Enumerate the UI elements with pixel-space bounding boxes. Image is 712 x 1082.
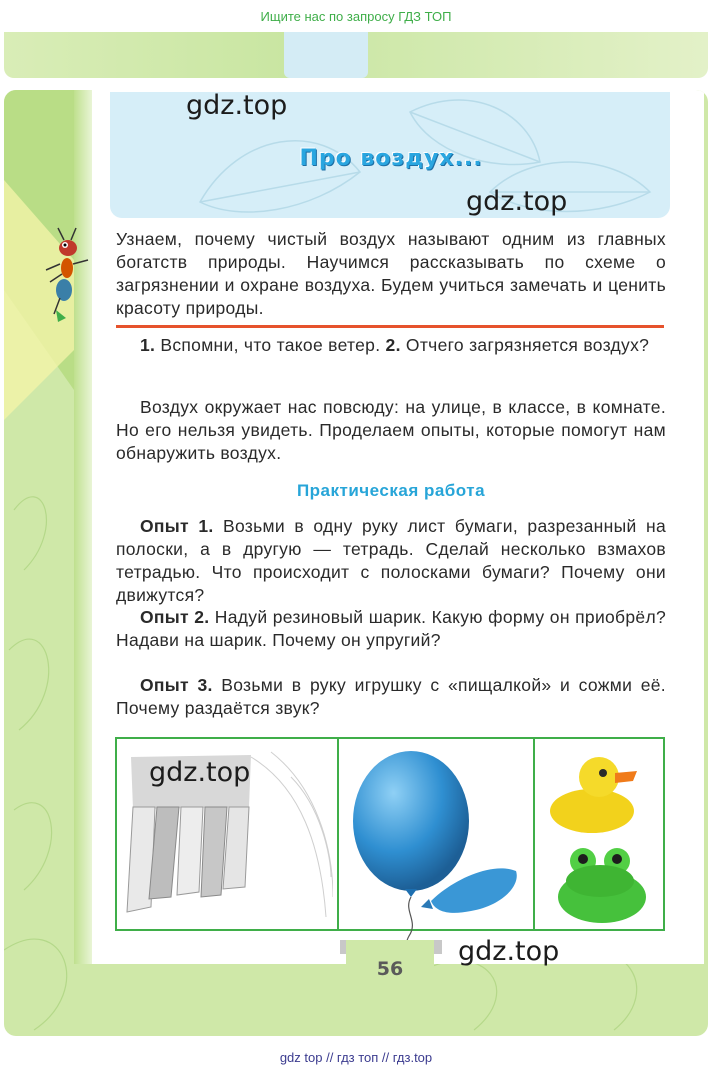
ant-icon — [40, 226, 100, 326]
top-banner[interactable]: Ищите нас по запросу ГДЗ ТОП — [0, 0, 712, 32]
previous-page-strip — [4, 32, 708, 78]
footer-links[interactable]: gdz top // гдз топ // гдз.top — [279, 1050, 433, 1065]
page-tab — [284, 32, 368, 78]
question-number: 1. — [140, 335, 156, 355]
page-title: Про воздух... — [299, 146, 483, 171]
watermark: gdz.top — [149, 757, 251, 788]
question-text: Вспомни, что такое ветер. — [160, 335, 381, 355]
watermark: gdz.top — [458, 936, 560, 967]
intro-text: Узнаем, почему чистый воздух называют одним из главных богатств природы. Научимся рассказывать по схеме о загрязнении и охране воздуха. Будем учиться замечать и ценить красоту природы. — [116, 229, 666, 318]
experiment-3 — [116, 674, 666, 720]
section-title: Практическая работа — [296, 481, 486, 500]
illustrations — [115, 737, 665, 931]
experiment-label: Опыт 1. — [140, 516, 214, 536]
question-text: Отчего загрязняется воздух? — [405, 335, 650, 355]
divider-line — [116, 325, 664, 328]
experiment-2 — [116, 606, 666, 652]
sheet-edge — [74, 90, 92, 964]
picture-divider — [533, 739, 535, 929]
experiment-text: Возьми в одну руку лист бумаги, разрезанный на полоски, а в другую — тетрадь. Сделай несколько взмахов тетрадью. Что происходит с полосками бумаги? Почему они движутся? — [116, 516, 666, 605]
experiment-label: Опыт 3. — [140, 675, 213, 695]
experiment-text: Надуй резиновый шарик. Какую форму он приобрёл? Надави на шарик. Почему он упругий? — [116, 607, 666, 650]
question-number: 2. — [385, 335, 401, 355]
picture-divider — [337, 739, 339, 929]
questions — [116, 334, 666, 357]
experiment-label: Опыт 2. — [140, 607, 210, 627]
watermark: gdz.top — [466, 186, 568, 217]
air-paragraph: Воздух окружает нас повсюду: на улице, в классе, в комнате. Но его нельзя увидеть. Проделаем опыты, которые помогут нам обнаружить воздух. — [116, 397, 666, 463]
page-number: 56 — [376, 958, 404, 980]
experiment-1 — [116, 515, 666, 607]
watermark: gdz.top — [186, 90, 288, 121]
squeaky-toys-image — [537, 741, 663, 929]
experiment-text: Возьми в руку игрушку с «пищалкой» и сожми её. Почему раздаётся звук? — [116, 675, 666, 718]
balloon-image — [341, 741, 531, 955]
